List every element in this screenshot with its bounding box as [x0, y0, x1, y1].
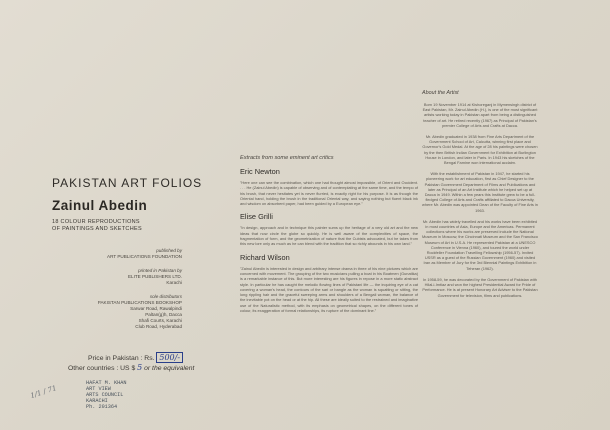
publisher-name: ART PUBLICATIONS FOUNDATION	[107, 254, 182, 259]
distributor-name: PAKISTAN PUBLICATIONS BOOKSHOP	[97, 300, 182, 305]
price-pakistan	[88, 352, 183, 363]
other-countries-label: Other countries : US $	[68, 365, 136, 372]
price-label: Price in Pakistan : Rs.	[88, 355, 155, 362]
price-handwritten: 500/-	[156, 352, 183, 363]
critic-name: Elise Grilli	[240, 212, 273, 222]
critic-quote: "Here one can see the combination, which one had thought almost impossible, of Orient and Occident. . . . He (Zainul Abedin) is capable of observing and of contemplating at the same time, and the tempo of his brush, that never hesitates yet is never flurried, is exactly right for his purpose. It is as though the Oriental hand, holding the brush in the traditional Oriental way, and saying nothing but fluent black ink and wisdom on absorbent paper, had been guided by a European eye."	[240, 180, 418, 207]
published-by-label: published by	[156, 248, 182, 253]
distributor-addresses: Sarwar Road, Rawalpindi Paltan(g)h, Dacca Shafi Courts, Karachi Club Road, Hyderabad	[130, 306, 182, 329]
printed-label: printed in Pakistan by	[138, 268, 182, 273]
critic-name: Richard Wilson	[240, 252, 290, 262]
critics-column	[240, 155, 418, 313]
critics-heading: Extracts from some eminent art critics	[240, 155, 334, 161]
bio-paragraph: Mr. Abedin graduated in 1938 from Fine Arts Department of the Government School of Art, Calcutta, winning first place and Governor's Gold Medal. At the age of 28 his paintings were chosen by the then British Indian Government for Exhibition at Burlington House in London, and later in Paris. In 1943 his sketches of the Bengal Famine won international acclaim.	[422, 134, 538, 166]
critic-name: Eric Newton	[240, 167, 280, 176]
reproductions-text: 18 COLOUR REPRODUCTIONS OF PAINTINGS AND SKETCHES	[52, 219, 142, 232]
distributor-block	[90, 294, 182, 330]
bio-paragraph: With the establishment of Pakistan in 1947, he started his pioneering work for art education, first as Chief Designer to the Pakistan Government Department of Films and Publications and later as Principal of an Art Institute which he helped set up at Dacca in 1949. Within a few years this Institute grew to be a full-fledged College of Arts and Crafts affiliated to Dacca University, where Mr. Abedin was appointed Dean of the Faculty of Fine Arts in 1963.	[422, 171, 538, 213]
other-countries-suffix: or the equivalent	[144, 365, 195, 372]
critic-block	[240, 212, 418, 246]
bio-paragraph: In 1958-59, he was decorated by the Government of Pakistan with Hilal-i-Imtiaz and won the highest Presidential Award for Pride of Performance. He is at present Honorary Art Adviser to the Pakistan Government for television, films and publications.	[422, 276, 538, 298]
series-title: PAKISTAN ART FOLIOS	[52, 176, 203, 190]
title-block	[52, 176, 203, 233]
critic-quote: "Zainul Abedin is interested in design and arbitrary intense drama in three of his nine pictures which are concerned with movement. The grouping of the two musicians pulling a boat in his Boatmen (Gunatika) is a remarkable instance of this. But more interesting are his figures in repose in a more static abstract style. In particular he has caught the melodic flowing lines of Pakistani life — the inquiring eye of a cat covering a woman's head, the contours of the sari or bangle as the woman is squatting or sitting, the long rippling hair and the graceful sweeping arms and shoulders of a Bengali woman, the balance of the inevitable pot on the head or at the hip. All these are ideally suited to the restrained and imaginative use of the Naturalistic method, with its emphasis on geometrical shapes, on the different tones of colour, its exaggeration of formal relationships, its rupture of the dominant line."	[240, 265, 418, 314]
critic-block	[240, 253, 418, 314]
other-handwritten: 5	[137, 363, 143, 372]
critic-quote: "In design, approach and in technique this painter sums up the heritage of a very old art and the new ideas that now circle the globe so quickly. He is well aware of the complexities of space, the fragmentation of form, and the geometrization of nature that the Cubists advocated, but he takes from this new lore only as much as he can blend with the tradition that so richly abounds in his own land."	[240, 225, 418, 247]
owner-stamp: HAFAT M. KHAN ART VIEW ARTS COUNCIL KARACHI Ph. 201364	[86, 380, 127, 410]
corner-handwriting: 1/1 / 71	[29, 384, 58, 400]
printer-block	[90, 268, 182, 286]
printer-name: ELITE PUBLISHERS LTD. Karachi	[127, 274, 182, 285]
about-heading: About the Artist	[422, 90, 459, 96]
reproductions-note	[52, 219, 190, 233]
critic-block	[240, 167, 418, 206]
artist-name: Zainul Abedin	[52, 198, 148, 213]
publisher-block	[90, 248, 182, 260]
price-other-countries	[68, 363, 194, 372]
bio-paragraph: Mr. Abedin has widely travelled and his works have been exhibited in most countries of Asia, Europe and the Americas. Permanent collections where his works are preserved include the National Museum in Moscow, the Cincinnati Museum and the San Francisco Museum of Art in U.S.A. He represented Pakistan at a UNESCO Conference in Vienna (1960), and toured the world under Rockfeller Foundation Travelling Fellowship (1956-57). Invited USSR as a guest of the Russian Government (1960) and visited Iran as Member of Jury for the 3rd Biennial Paintings Exhibition in Teheran (1962).	[422, 218, 538, 271]
distributors-label: sole distributors	[149, 294, 182, 299]
about-artist-column	[422, 90, 538, 298]
bio-paragraph: Born 19 November 1914 at Kishoreganj in Mymensingh district of East Pakistan, Mr. Zainul Abedin (H.), is one of the most significant artists working today in Pakistan apart from being a distinguished teacher of art. He retired recently (1967) as Principal of Pakistan's premier College of Arts and Crafts at Dacca.	[422, 102, 538, 128]
